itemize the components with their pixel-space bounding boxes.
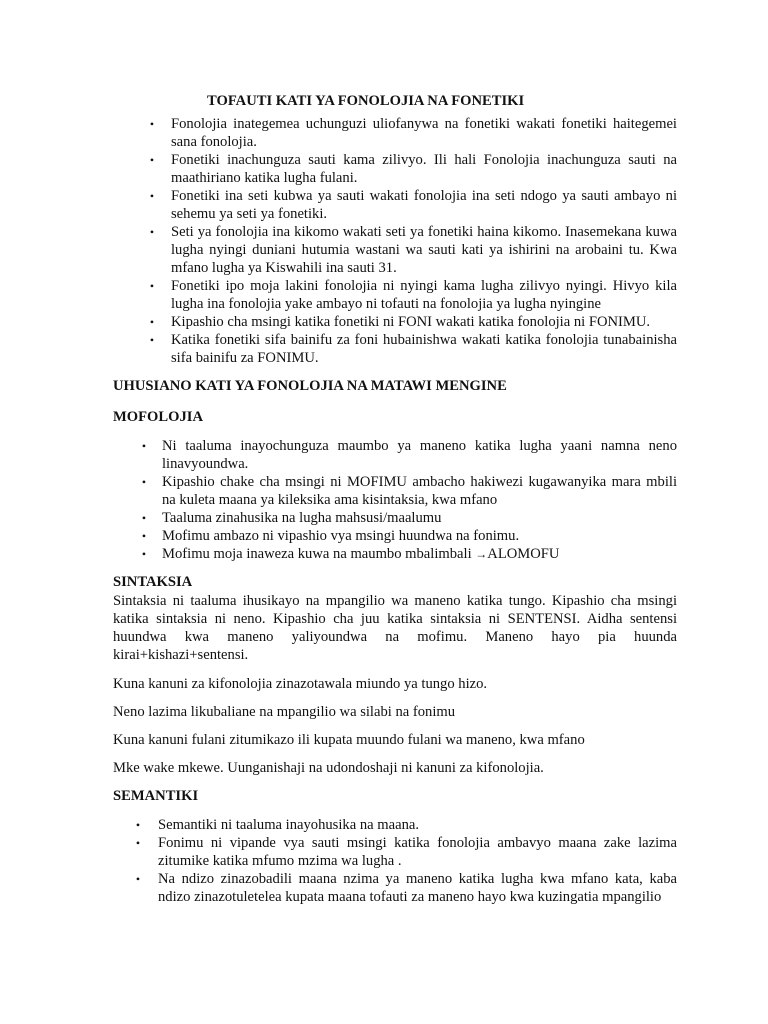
list-item: • Mofimu moja inaweza kuwa na maumbo mbalimbali →ALOMOFU [113,545,677,563]
document-title: TOFAUTI KATI YA FONOLOJIA NA FONETIKI [207,93,525,109]
bullet-icon: • [149,279,155,293]
differences-list [113,115,677,367]
list-item: • Taaluma zinahusika na lugha mahsusi/maalumu [113,509,677,527]
section-heading-semantiki: SEMANTIKI [113,788,199,804]
sintaksia-paragraph: Sintaksia ni taaluma ihusikayo na mpangilio wa maneno katika tungo. Kipashio cha msingi katika sintaksia ni neno. Kipashio cha juu katika sintaksia ni SENTENSI. Aidha sentensi huundwa kwa maneno yaliyoundwa na mofimu. Maneno hayo pia huunda kirai+kishazi+sentensi. [113,593,677,663]
list-item: • Fonetiki ina seti kubwa ya sauti wakati fonolojia ina seti ndogo ya sauti ambayo ni sehemu ya seti ya fonetiki. [113,187,677,223]
list-item: • Seti ya fonolojia ina kikomo wakati seti ya fonetiki haina kikomo. Inasemekana kuwa lugha nyingi duniani hutumia wastani wa sauti kati ya ishirini na arobaini tu. Kwa mfano lugha ya Kiswahili ina sauti 31. [113,223,677,277]
arrow-right-icon: → [475,547,488,561]
bullet-icon: • [149,153,155,167]
list-item: • Na ndizo zinazobadili maana nzima ya maneno katika lugha kwa mfano kata, kaba ndizo zinazotuletelea kupata maana tofauti za maneno hayo kwa kuzingatia mpangilio [113,870,677,906]
text-line: Neno lazima likubaliane na mpangilio wa silabi na fonimu [113,704,456,720]
bullet-icon: • [135,818,141,832]
list-item: • Mofimu ambazo ni vipashio vya msingi huundwa na fonimu. [113,527,677,545]
section-heading-uhusiano: UHUSIANO KATI YA FONOLOJIA NA MATAWI MENGINE [113,378,507,394]
list-item: • Fonolojia inategemea uchunguzi uliofanywa na fonetiki wakati fonetiki haitegemei sana fonolojia. [113,115,677,151]
list-item: • Fonimu ni vipande vya sauti msingi katika fonolojia ambavyo maana zake lazima zitumike katika mfumo mzima wa lugha . [113,834,677,870]
text-line: Mke wake mkewe. Uunganishaji na udondoshaji ni kanuni za kifonolojia. [113,760,544,776]
bullet-icon: • [149,333,155,347]
bullet-icon: • [141,547,147,561]
list-item: • Katika fonetiki sifa bainifu za foni hubainishwa wakati katika fonolojia tunabainisha sifa bainifu za FONIMU. [113,331,677,367]
document-page [113,86,677,906]
bullet-icon: • [135,836,141,850]
bullet-icon: • [141,475,147,489]
bullet-icon: • [141,439,147,453]
bullet-icon: • [135,872,141,886]
semantiki-list [113,816,677,906]
list-item: • Semantiki ni taaluma inayohusika na maana. [113,816,677,834]
list-item: • Kipashio chake cha msingi ni MOFIMU ambacho hakiwezi kugawanyika mara mbili na kuleta maana ya kileksika ama kisintaksia, kwa mfano [113,473,677,509]
section-heading-mofolojia: MOFOLOJIA [113,409,203,425]
text-line: Kuna kanuni za kifonolojia zinazotawala miundo ya tungo hizo. [113,676,488,692]
list-item: • Kipashio cha msingi katika fonetiki ni FONI wakati katika fonolojia ni FONIMU. [113,313,677,331]
text-line: Kuna kanuni fulani zitumikazo ili kupata muundo fulani wa maneno, kwa mfano [113,732,585,748]
bullet-icon: • [149,225,155,239]
list-item: • Ni taaluma inayochunguza maumbo ya maneno katika lugha yaani namna neno linavyoundwa. [113,437,677,473]
bullet-icon: • [149,315,155,329]
list-item: • Fonetiki inachunguza sauti kama zilivyo. Ili hali Fonolojia inachunguza sauti na maathiriano katika lugha fulani. [113,151,677,187]
mofolojia-list [113,437,677,563]
section-heading-sintaksia: SINTAKSIA [113,574,193,590]
bullet-icon: • [149,117,155,131]
bullet-icon: • [141,511,147,525]
bullet-icon: • [141,529,147,543]
list-item: • Fonetiki ipo moja lakini fonolojia ni nyingi kama lugha zilivyo nyingi. Hivyo kila lugha ina fonolojia yake ambayo ni tofauti na fonolojia ya lugha nyingine [113,277,677,313]
bullet-icon: • [149,189,155,203]
